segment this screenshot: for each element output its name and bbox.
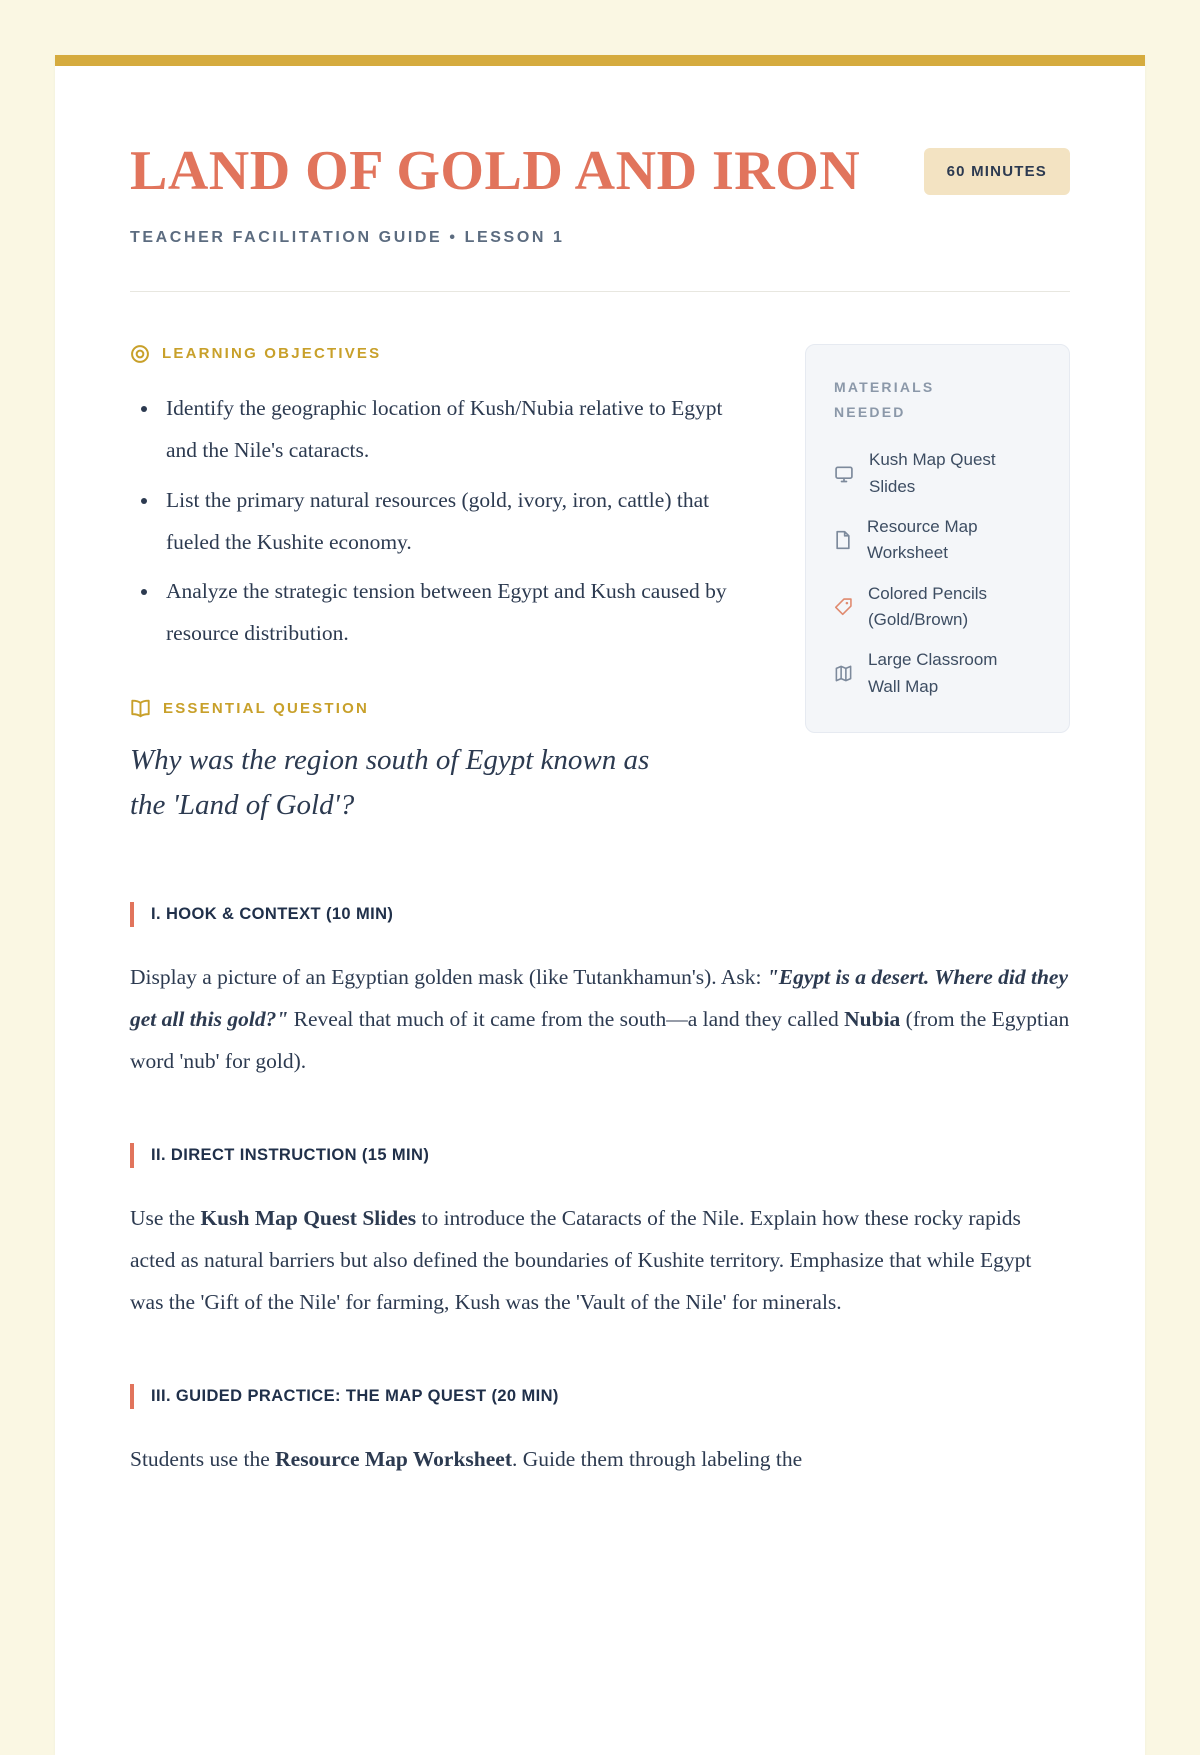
section-hook-context xyxy=(130,902,1070,1083)
paragraph-text: . Guide them through labeling the xyxy=(512,1446,803,1471)
materials-heading: MATERIALS NEEDED xyxy=(834,378,935,420)
objective-item: • Identify the geographic location of Kush/Nubia relative to Egypt and the Nile's cataracts. xyxy=(160,388,747,472)
target-icon xyxy=(130,344,150,364)
paragraph-bold: Resource Map Worksheet xyxy=(275,1446,513,1471)
materials-list xyxy=(834,447,1041,700)
materials-panel xyxy=(805,344,1070,733)
monitor-icon xyxy=(834,464,854,484)
lesson-header xyxy=(130,142,1070,247)
material-label: Kush Map Quest Slides xyxy=(869,450,996,496)
essential-question-heading xyxy=(130,699,747,718)
section-paragraph xyxy=(130,1439,1070,1481)
material-item xyxy=(834,514,1041,567)
paragraph-bold: Nubia xyxy=(844,1007,901,1032)
top-accent-bar xyxy=(55,55,1145,66)
section-direct-instruction xyxy=(130,1143,1070,1324)
overview-columns xyxy=(130,344,1070,828)
section-paragraph xyxy=(130,1198,1070,1324)
title-row xyxy=(130,142,1070,201)
section-paragraph xyxy=(130,957,1070,1083)
page-title: LAND OF GOLD AND IRON xyxy=(130,140,861,202)
document-icon xyxy=(834,530,852,550)
section-heading: II. DIRECT INSTRUCTION (15 MIN) xyxy=(130,1143,1070,1168)
lesson-sections xyxy=(130,902,1070,1480)
paragraph-text: Use the xyxy=(130,1205,201,1230)
material-label: Colored Pencils (Gold/Brown) xyxy=(868,583,988,629)
objective-item: • Analyze the strategic tension between Egypt and Kush caused by resource distribution. xyxy=(160,571,747,655)
duration-badge: 60 MINUTES xyxy=(924,148,1070,195)
lesson-subtitle: TEACHER FACILITATION GUIDE • LESSON 1 xyxy=(130,228,565,246)
material-item xyxy=(834,647,1041,700)
paragraph-text: to introduce the Cataracts of the Nile. Explain how these rocky rapids acted as natural barriers but also defined the boundaries of Kushite territory. Emphasize that while Egypt was the 'Gift of the Nile' for farming, Kush was the 'Vault of the Nile' for minerals. xyxy=(130,1205,1032,1314)
map-icon xyxy=(834,664,853,683)
section-guided-practice xyxy=(130,1384,1070,1481)
section-heading: I. HOOK & CONTEXT (10 MIN) xyxy=(130,902,1070,927)
header-divider xyxy=(130,291,1070,292)
learning-objectives-label: LEARNING OBJECTIVES xyxy=(162,345,382,363)
objectives-list xyxy=(130,388,747,656)
paragraph-bold: Kush Map Quest Slides xyxy=(200,1205,417,1230)
paragraph-text: Students use the xyxy=(130,1446,276,1471)
essential-question-label: ESSENTIAL QUESTION xyxy=(163,700,370,718)
paragraph-text: Reveal that much of it came from the south—a land they called xyxy=(293,1007,845,1032)
material-item xyxy=(834,447,1041,500)
learning-objectives-heading xyxy=(130,344,747,364)
lesson-card xyxy=(55,55,1145,1755)
section-heading: III. GUIDED PRACTICE: THE MAP QUEST (20 MIN) xyxy=(130,1384,1070,1409)
paragraph-text: (from the Egyptian word 'nub' for gold). xyxy=(130,1007,1070,1074)
overview-left-column xyxy=(130,344,747,828)
lesson-content xyxy=(55,66,1145,1541)
material-label: Large Classroom Wall Map xyxy=(868,650,998,696)
pencil-icon xyxy=(834,597,853,616)
material-item xyxy=(834,581,1041,634)
paragraph-text: Display a picture of an Egyptian golden mask (like Tutankhamun's). Ask: xyxy=(130,965,767,990)
paragraph-quote: "Egypt is a desert. Where did they get all this gold?" xyxy=(130,965,1069,1032)
open-book-icon xyxy=(130,699,151,718)
objective-item: • List the primary natural resources (gold, ivory, iron, cattle) that fueled the Kushite economy. xyxy=(160,480,747,564)
material-label: Resource Map Worksheet xyxy=(867,516,978,563)
essential-question-text: Why was the region south of Egypt known as the 'Land of Gold'? xyxy=(130,744,650,822)
